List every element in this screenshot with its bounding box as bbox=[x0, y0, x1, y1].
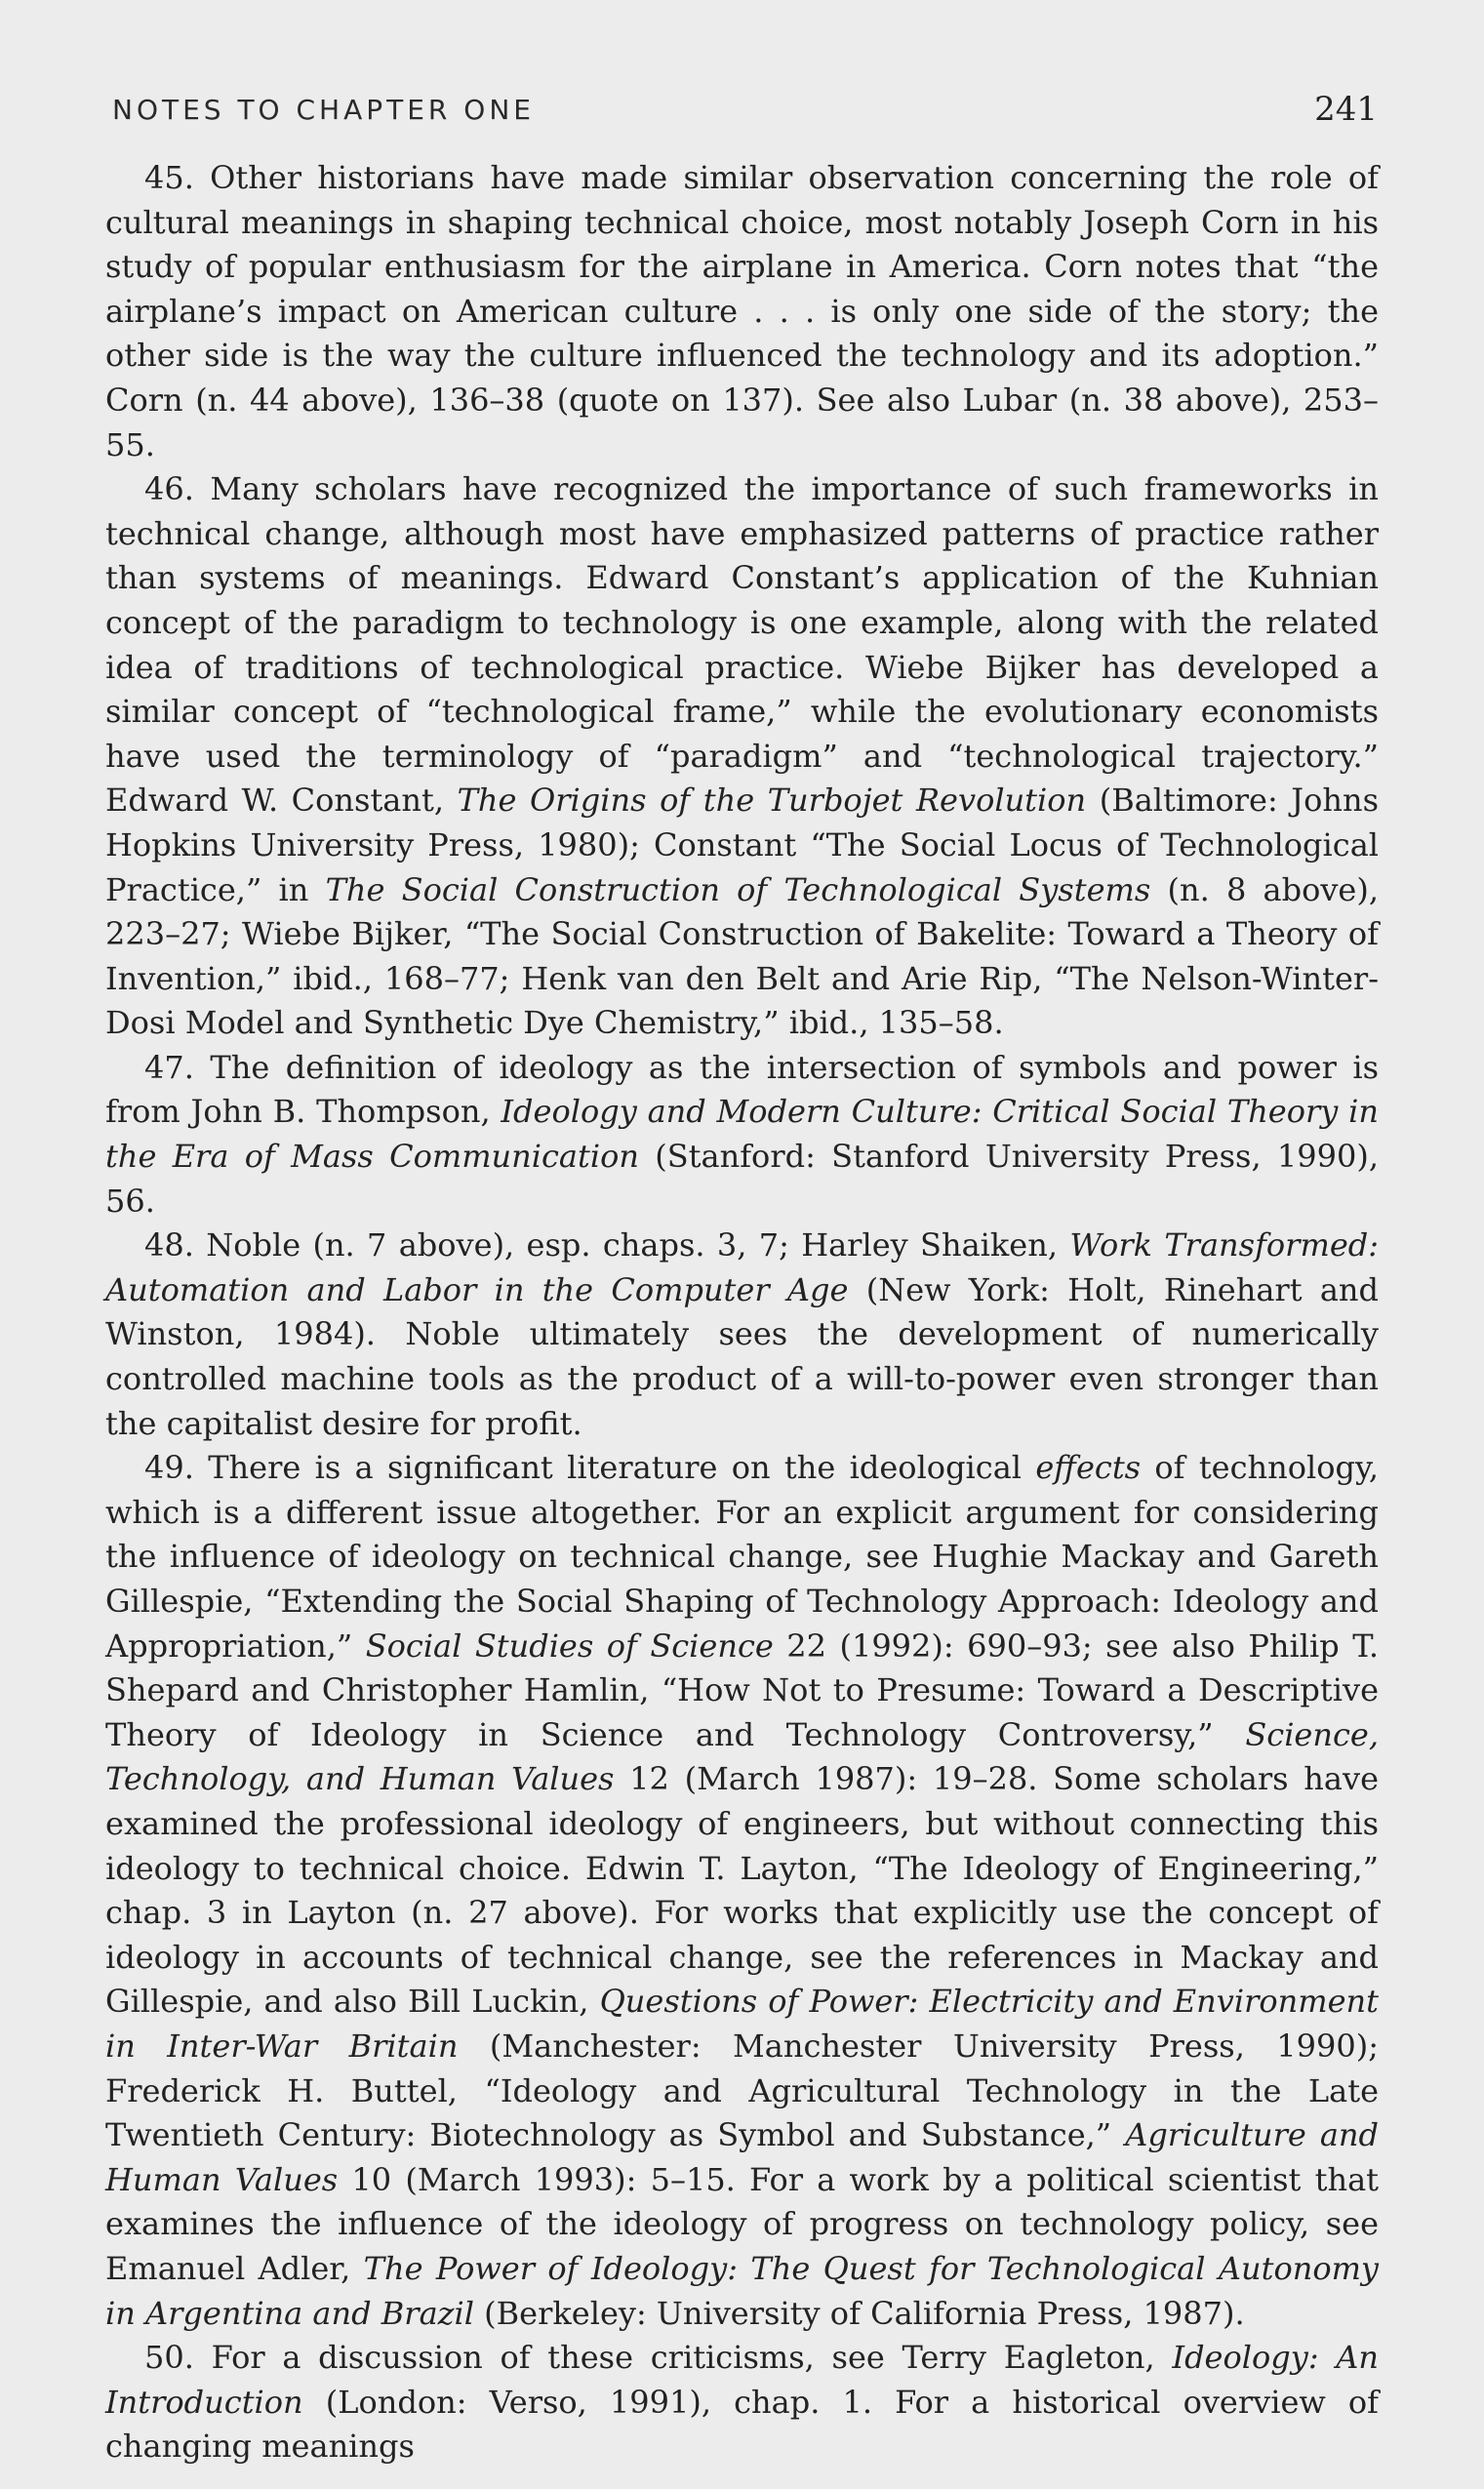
endnote-text: of technology, which is a different issue altogether. For an explicit argument for considering the influence of ideology on technical change, see Hughie Mackay and Gareth Gillespie, “Extending the Social Shaping of Technology Approach: Ideology and Appropriation,” bbox=[105, 1449, 1380, 1665]
endnote-text: (Manchester: Manchester University Press, 1990); Frederick H. Buttel, “Ideology and Agricultural Technology in the Late Twentieth Century: Biotechnology as Symbol and Substance,” bbox=[105, 2027, 1380, 2154]
endnote-text: 10 (March 1993): 5–15. For a work by a political scientist that examines the influence of the ideology of progress on technology policy, see Emanuel Adler, bbox=[105, 2160, 1379, 2287]
endnote-text: (Stanford: Stanford University Press, 1990), 56. bbox=[105, 1138, 1380, 1220]
endnote-text: 12 (March 1987): 19–28. Some scholars have examined the professional ideology of engineers, but without connecting this ideology to technical choice. Edwin T. Layton, “The Ideology of Engineering,” chap. 3 in Layton (n. 27 above). For works that explicitly use the concept of ideology in accounts of technical change, see the references in Mackay and Gillespie, and also Bill Luckin, bbox=[105, 1760, 1379, 2021]
endnote-number: 46. bbox=[144, 470, 194, 508]
endnote-text: 22 (1992): 690–93; see also Philip T. Shepard and Christopher Hamlin, “How Not to Presume: Toward a Descriptive Theory of Ideology in Science and Technology Controversy,” bbox=[105, 1626, 1380, 1753]
endnote bbox=[105, 156, 1379, 467]
endnote bbox=[105, 1224, 1379, 1446]
endnote-text: Many scholars have recognized the importance of such frameworks in technical change, although most have emphasized patterns of practice rather than systems of meanings. Edward Constant’s application of the Kuhnian concept of the paradigm to technology is one example, along with the related idea of traditions of technological practice. Wiebe Bijker has developed a similar concept of “technological frame,” while the evolutionary economists have used the terminology of “paradigm” and “technological trajectory.” Edward W. Constant, bbox=[105, 470, 1379, 820]
endnote bbox=[105, 2336, 1379, 2469]
endnote-text: (Baltimore: Johns Hopkins University Press, 1980); Constant “The Social Locus of Technological Practice,” in bbox=[105, 782, 1380, 908]
endnote-text: Noble (n. 7 above), esp. chaps. 3, 7; Harley Shaiken, bbox=[206, 1226, 1070, 1265]
endnote bbox=[105, 467, 1379, 1046]
endnote-title-italic: Science, Technology, and Human Values bbox=[105, 1715, 1379, 1798]
endnote bbox=[105, 1046, 1379, 1224]
endnote-text: (New York: Holt, Rinehart and Winston, 1984). Noble ultimately sees the development of numerically controlled machine tools as the product of a will-to-power even stronger than the capitalist desire for profit. bbox=[105, 1270, 1380, 1442]
endnote-title-italic: The Social Construction of Technological Systems bbox=[325, 870, 1151, 908]
endnote-number: 49. bbox=[144, 1449, 194, 1487]
endnote-title-italic: Ideology and Modern Culture: Critical Social Theory in the Era of Mass Communication bbox=[105, 1093, 1380, 1176]
endnote-title-italic: The Power of Ideology: The Quest for Technological Autonomy in Argentina and Brazil bbox=[105, 2249, 1380, 2332]
endnote-text: (London: Verso, 1991), chap. 1. For a historical overview of changing meanings bbox=[105, 2383, 1379, 2466]
endnote-title-italic: Work Transformed: Automation and Labor in the Computer Age bbox=[105, 1226, 1380, 1308]
endnote-text: There is a significant literature on the ideological bbox=[208, 1449, 1036, 1487]
endnotes-list bbox=[105, 156, 1379, 2469]
endnote-number: 47. bbox=[144, 1048, 194, 1086]
endnote-title-italic: The Origins of the Turbojet Revolution bbox=[457, 782, 1087, 820]
endnote-title-italic: Ideology: An Introduction bbox=[105, 2339, 1380, 2421]
endnote-title-italic: Questions of Power: Electricity and Environment in Inter-War Britain bbox=[105, 1983, 1380, 2065]
endnote-number: 45. bbox=[144, 159, 194, 196]
endnote-text: (n. 8 above), 223–27; Wiebe Bijker, “The Social Construction of Bakelite: Toward a Theory of Invention,” ibid., 168–77; Henk van den Belt and Arie Rip, “The Nelson-Winter-Dosi Model and Synthetic Dye Chemistry,” ibid., 135–58. bbox=[105, 870, 1380, 1042]
endnote-title-italic: Agriculture and Human Values bbox=[105, 2116, 1380, 2198]
endnote-number: 48. bbox=[144, 1226, 194, 1265]
endnote-text: The definition of ideology as the intersection of symbols and power is from John B. Thompson, bbox=[105, 1048, 1380, 1131]
page-number: 241 bbox=[1314, 90, 1378, 129]
endnote-number: 50. bbox=[144, 2339, 194, 2377]
endnote-text: Other historians have made similar observation concerning the role of cultural meanings in shaping technical choice, most notably Joseph Corn in his study of popular enthusiasm for the airplane in America. Corn notes that “the airplane’s impact on American culture . . . is only one side of the story; the other side is the way the culture influenced the technology and its adoption.” Corn (n. 44 above), 136–38 (quote on 137). See also Lubar (n. 38 above), 253–55. bbox=[105, 159, 1380, 463]
endnote-text: For a discussion of these criticisms, see Terry Eagleton, bbox=[211, 2339, 1173, 2377]
running-head: NOTES TO CHAPTER ONE bbox=[112, 94, 535, 126]
endnote-text: (Berkeley: University of California Press, 1987). bbox=[473, 2294, 1245, 2332]
endnote bbox=[105, 1446, 1379, 2336]
endnote-title-italic: Social Studies of Science bbox=[365, 1626, 774, 1665]
endnote-title-italic: effects bbox=[1035, 1449, 1142, 1487]
